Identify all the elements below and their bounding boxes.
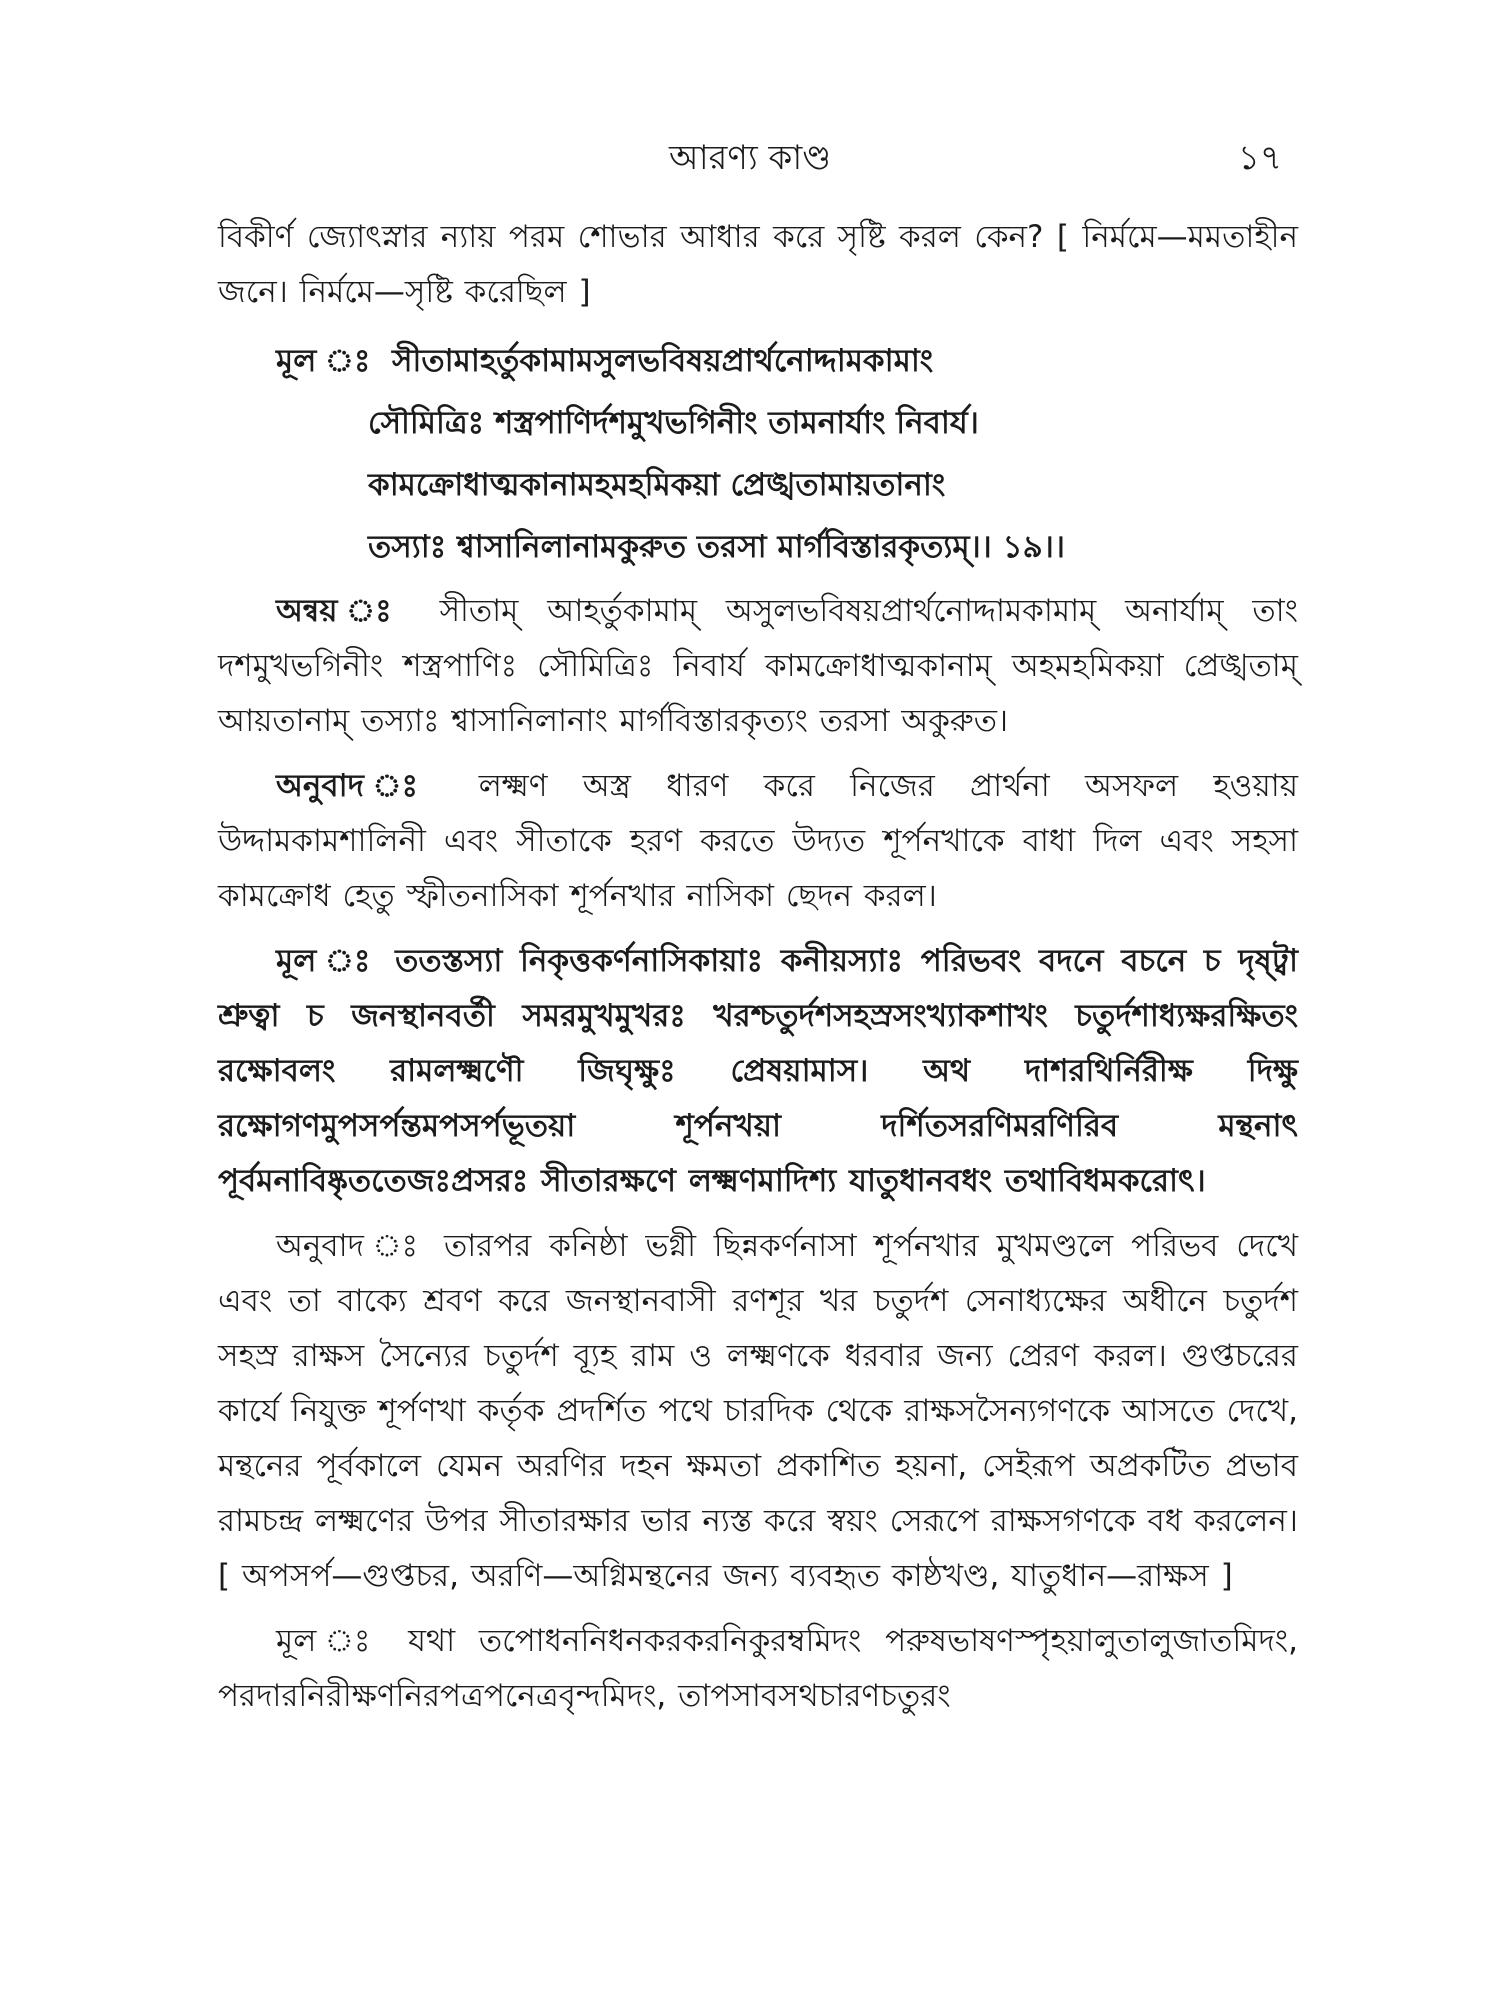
verse-text-1: সীতামাহর্তুকামামসুলভবিষয়প্রার্থনোদ্দামকামাং	[392, 343, 934, 379]
verse-label: মূল ঃ	[276, 343, 371, 379]
anuvad-paragraph-1	[218, 759, 1298, 924]
verse-block-19	[218, 330, 1298, 578]
anvay-text: সীতাম্ আহর্তুকামাম্ অসুলভবিষয়প্রার্থনোদ্দামকামাম্ অনার্যাম্ তাং দশমুখভগিনীং শস্ত্রপাণিঃ সৌমিত্রিঃ নিবার্য কামক্রোধাত্মকানাম্ অহমহমিকয়া প্রেঙ্খতাম্ আয়তানাম্ তস্যাঃ শ্বাসানিলানাং মার্গবিস্তারকৃত্যং তরসা অকুরুত।	[218, 593, 1298, 739]
page-body	[218, 210, 1298, 1734]
anuvad-paragraph-2	[218, 1219, 1298, 1604]
mool-paragraph-3	[218, 1614, 1298, 1724]
anvay-paragraph	[218, 584, 1298, 749]
verse-line-2: সৌমিত্রিঃ শস্ত্রপাণির্দশমুখভগিনীং তামনার্যাং নিবার্য।	[368, 405, 979, 441]
mool-label-2: মূল ঃ	[276, 943, 378, 979]
paragraph-continuation: বিকীর্ণ জ্যোৎস্নার ন্যায় পরম শোভার আধার করে সৃষ্টি করল কেন? [ নির্মমে—মমতাহীন জনে। নির্মমে—সৃষ্টি করেছিল ]	[218, 219, 1298, 310]
mool-paragraph-2	[218, 934, 1298, 1209]
mool-text-3: যথা তপোধননিধনকরকরনিকুরম্বমিদং পরুষভাষণস্পৃহয়ালুতালুজাতমিদং, পরদারনিরীক্ষণনিরপত্রপনেত্রবৃন্দমিদং, তাপসাবসথচারণচতুরং	[218, 1623, 1298, 1714]
verse-line-1	[218, 330, 1298, 392]
anuvad-label-2: অনুবাদ ঃ	[276, 1228, 427, 1264]
page-number: ১৭	[1237, 138, 1282, 178]
verse-line-3: কামক্রোধাত্মকানামহমহমিকয়া প্রেঙ্খতামায়তানাং	[368, 467, 946, 503]
anvay-label: অন্বয় ঃ	[276, 593, 411, 629]
anuvad-label-1: অনুবাদ ঃ	[276, 768, 444, 804]
running-header-title: আরণ্য কাণ্ড	[668, 138, 832, 178]
anuvad-text-2: তারপর কনিষ্ঠা ভগ্নী ছিন্নকর্ণনাসা শূর্পনখার মুখমণ্ডলে পরিভব দেখে এবং তা বাক্যে শ্রবণ করে জনস্থানবাসী রণশূর খর চতুর্দশ সেনাধ্যক্ষের অধীনে চতুর্দশ সহস্র রাক্ষস সৈন্যের চতুর্দশ ব্যূহ রাম ও লক্ষ্মণকে ধরবার জন্য প্রেরণ করল। গুপ্তচরের কার্যে নিযুক্ত শূর্পণখা কর্তৃক প্রদর্শিত পথে চারদিক থেকে রাক্ষসসৈন্যগণকে আসতে দেখে, মন্থনের পূর্বকালে যেমন অরণির দহন ক্ষমতা প্রকাশিত হয়না, সেইরূপ অপ্রকটিত প্রভাব রামচন্দ্র লক্ষ্মণের উপর সীতারক্ষার ভার ন্যস্ত করে স্বয়ং সেরূপে রাক্ষসগণকে বধ করলেন। [ অপসর্প—গুপ্তচর, অরণি—অগ্নিমন্থনের জন্য ব্যবহৃত কাষ্ঠখণ্ড, যাতুধান—রাক্ষস ]	[218, 1228, 1298, 1594]
verse-line-4: তস্যাঃ শ্বাসানিলানামকুরুত তরসা মার্গবিস্তারকৃত্যম্।। ১৯।।	[368, 529, 1065, 565]
mool-text-2: ততস্তস্যা নিকৃত্তকর্ণনাসিকায়াঃ কনীয়স্যাঃ পরিভবং বদনে বচনে চ দৃষ্ট্বা শ্রুত্বা চ জনস্থানবর্তী সমরমুখমুখরঃ খরশ্চতুর্দশসহস্রসংখ্যাকশাখং চতুর্দশাধ্যক্ষরক্ষিতং রক্ষোবলং রামলক্ষ্মণৌ জিঘৃক্ষুঃ প্রেষয়ামাস। অথ দাশরথির্নিরীক্ষ দিক্ষু রক্ষোগণমুপসর্পন্তমপসর্পভূতয়া শূর্পনখয়া দর্শিতসরণিমরণিরিব মন্থনাৎ পূর্বমনাবিষ্কৃততেজঃপ্রসরঃ সীতারক্ষণে লক্ষ্মণমাদিশ্য যাতুধানবধং তথাবিধমকরোৎ।	[218, 943, 1298, 1199]
mool-label-3: মূল ঃ	[276, 1623, 385, 1659]
anuvad-text-1: লক্ষ্মণ অস্ত্র ধারণ করে নিজের প্রার্থনা অসফল হওয়ায় উদ্দামকামশালিনী এবং সীতাকে হরণ করতে উদ্যত শূর্পনখাকে বাধা দিল এবং সহসা কামক্রোধ হেতু স্ফীতনাসিকা শূর্পনখার নাসিকা ছেদন করল।	[218, 768, 1298, 914]
